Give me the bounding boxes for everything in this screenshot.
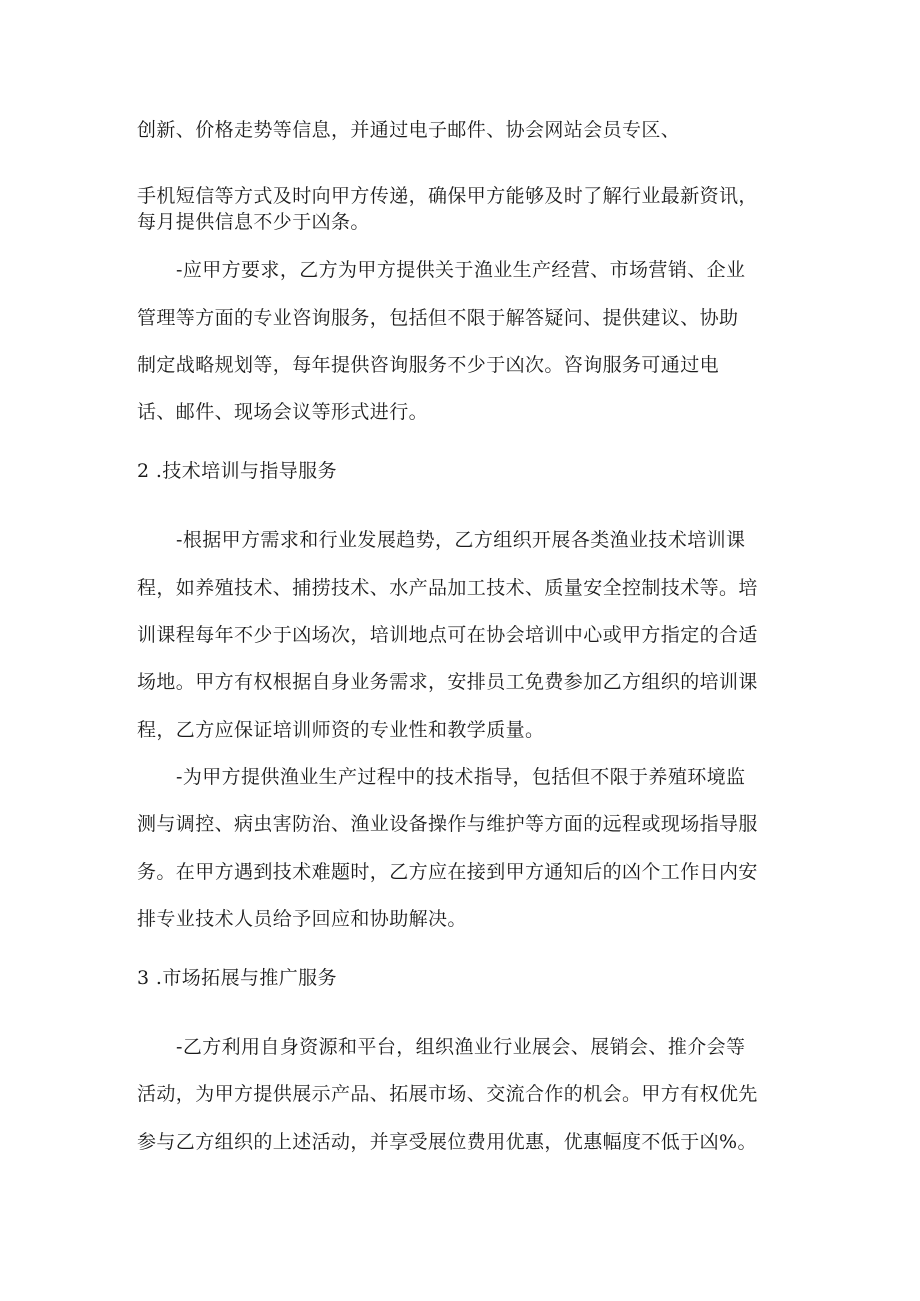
text-line: 训课程每年不少于凶场次，培训地点可在协会培训中心或甲方指定的合适 — [137, 624, 758, 646]
text-line: -为甲方提供渔业生产过程中的技术指导，包括但不限于养殖环境监 — [176, 766, 746, 788]
text-line: 管理等方面的专业咨询服务，包括但不限于解答疑问、提供建议、协助 — [137, 307, 739, 329]
text-line: 制定战略规划等，每年提供咨询服务不少于凶次。咨询服务可通过电 — [137, 354, 720, 376]
text-line: 每月提供信息不少于凶条。 — [137, 211, 370, 233]
text-line: 场地。甲方有权根据自身业务需求，安排员工免费参加乙方组织的培训课 — [137, 671, 758, 693]
text-line: 务。在甲方遇到技术难题时，乙方应在接到甲方通知后的凶个工作日内安 — [137, 861, 758, 883]
text-line: 程，乙方应保证培训师资的专业性和教学质量。 — [137, 719, 545, 741]
text-line: -应甲方要求，乙方为甲方提供关于渔业生产经营、市场营销、企业 — [176, 259, 746, 281]
text-line: 话、邮件、现场会议等形式进行。 — [137, 401, 429, 423]
text-line: 活动，为甲方提供展示产品、拓展市场、交流合作的机会。甲方有权优先 — [137, 1083, 758, 1105]
text-line: 创新、价格走势等信息，并通过电子邮件、协会网站会员专区、 — [137, 119, 681, 141]
section-heading: 2 .技术培训与指导服务 — [137, 460, 337, 482]
text-line: 手机短信等方式及时向甲方传递，确保甲方能够及时了解行业最新资讯， — [137, 185, 758, 207]
text-line: 排专业技术人员给予回应和协助解决。 — [137, 908, 467, 930]
text-line: 参与乙方组织的上述活动，并享受展位费用优惠，优惠幅度不低于凶%。 — [137, 1131, 757, 1153]
text-line: -乙方利用自身资源和平台，组织渔业行业展会、展销会、推介会等 — [176, 1036, 746, 1058]
text-line: -根据甲方需求和行业发展趋势，乙方组织开展各类渔业技术培训课 — [176, 529, 746, 551]
text-line: 测与调控、病虫害防治、渔业设备操作与维护等方面的远程或现场指导服 — [137, 813, 758, 835]
section-heading: 3 .市场拓展与推广服务 — [137, 967, 337, 989]
text-line: 程，如养殖技术、捕捞技术、水产品加工技术、质量安全控制技术等。培 — [137, 577, 758, 599]
